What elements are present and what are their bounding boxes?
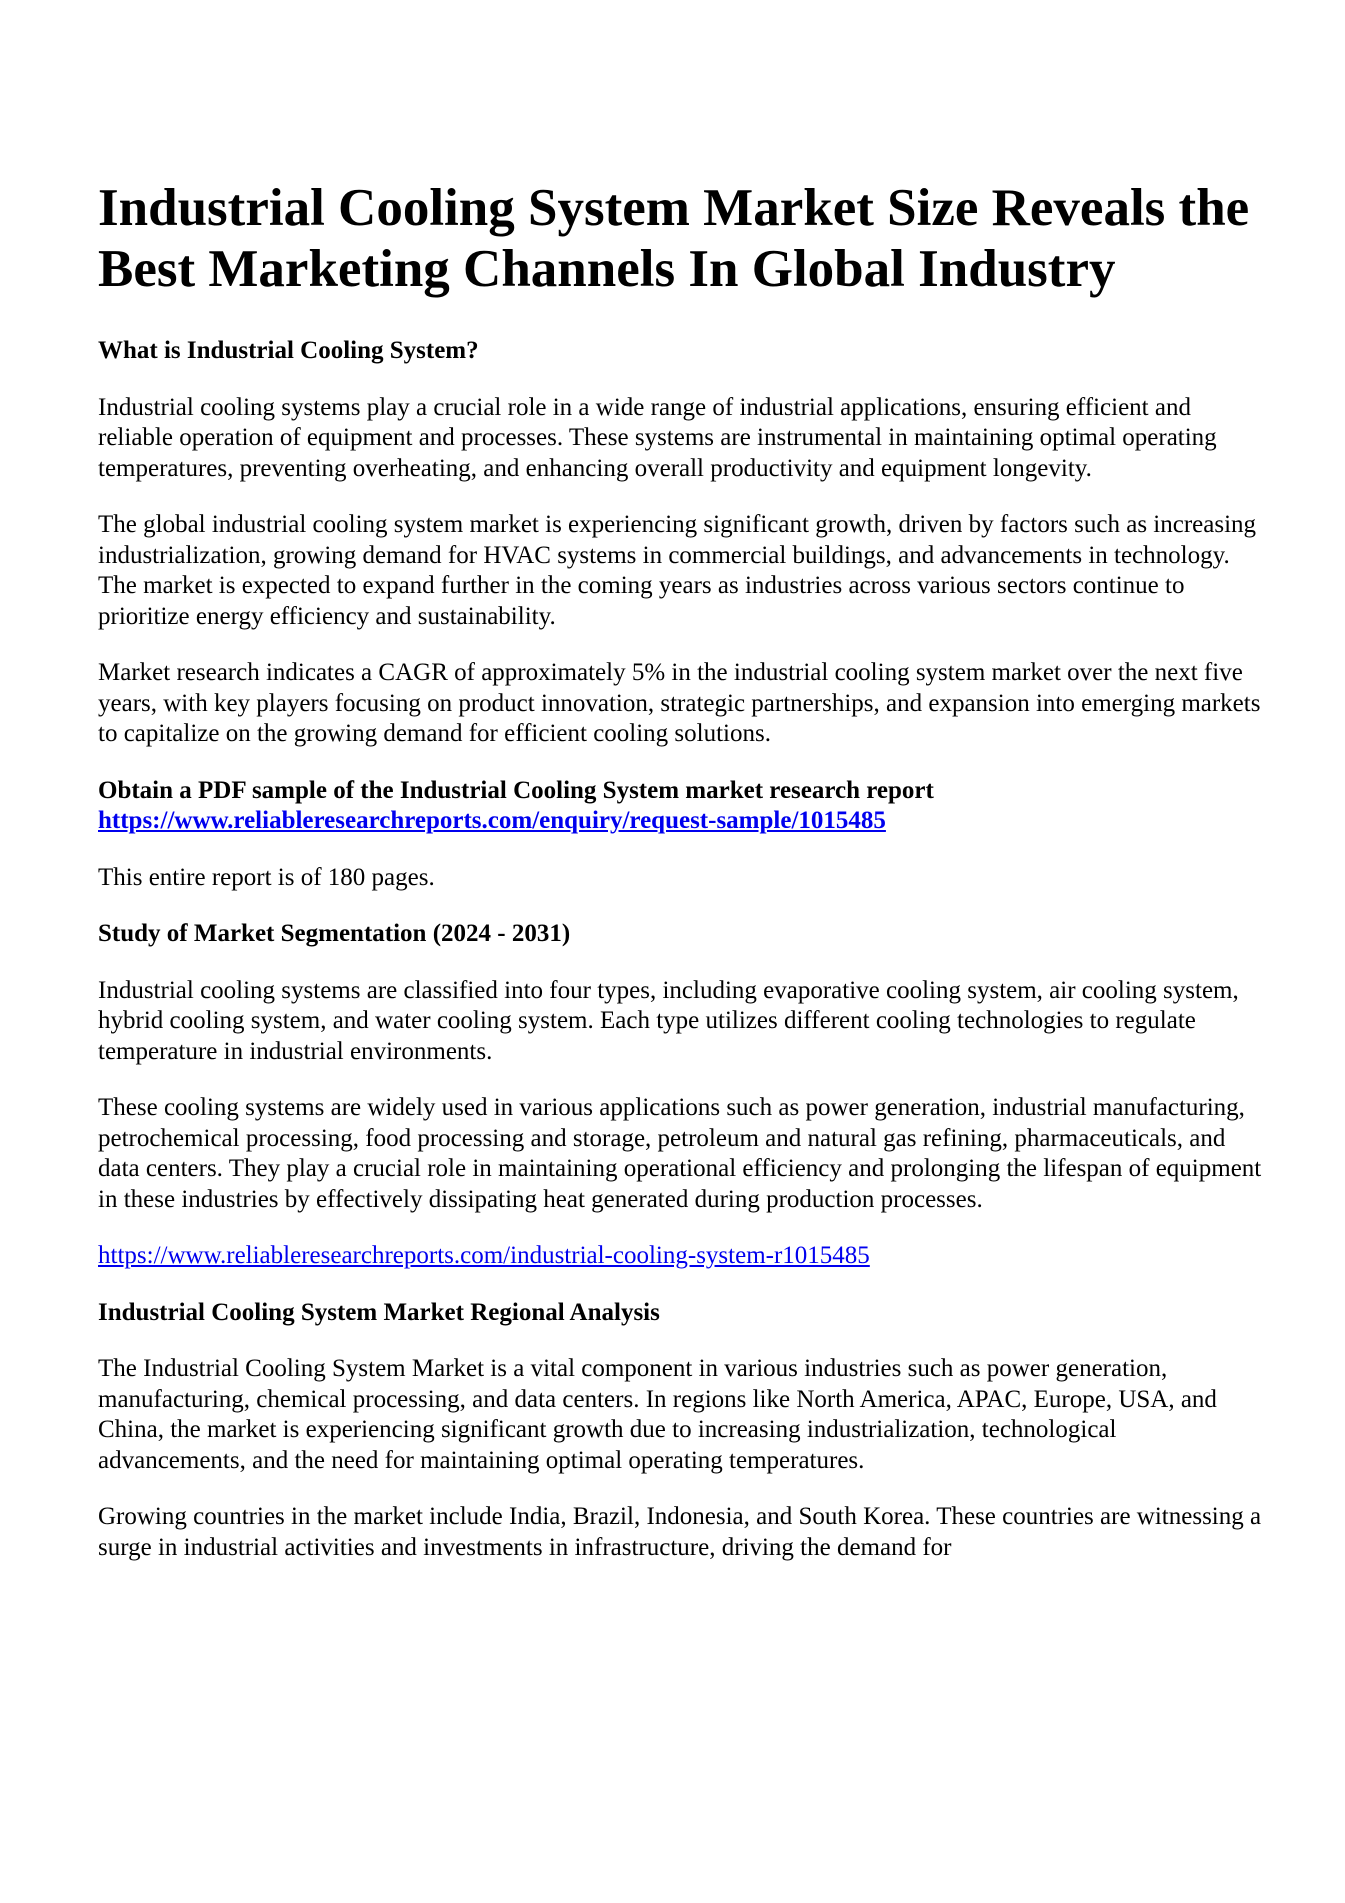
page-title: Industrial Cooling System Market Size Reveals the Best Marketing Channels In Global Industry [98,179,1250,298]
sample-request-text: Obtain a PDF sample of the Industrial Cooling System market research report [98,776,934,804]
pages-note: This entire report is of 180 pages. [98,863,435,891]
paragraph-applications: These cooling systems are widely used in various applications such as power generation, industrial manufacturing, petrochemical processing, food processing and storage, petroleum and natural gas refining, pharmaceuticals, and data centers. They play a crucial role in maintaining operational efficiency and prolonging the lifespan of equipment in these industries by effectively dissipating heat generated during production processes. [98,1094,1262,1213]
paragraph-regional: The Industrial Cooling System Market is a vital component in various industries such as power generation, manufacturing, chemical processing, and data centers. In regions like North America, APAC, Europe, USA, and China, the market is experiencing significant growth due to increasing industrialization, technological advancements, and the need for maintaining optimal operating temperatures. [98,1355,1217,1474]
sample-request-paragraph [98,776,1263,837]
paragraph-cagr: Market research indicates a CAGR of approximately 5% in the industrial cooling system market over the next five years, with key players focusing on product innovation, strategic partnerships, and expansion into emerging markets to capitalize on the growing demand for efficient cooling solutions. [98,659,1261,747]
report-link[interactable]: https://www.reliableresearchreports.com/industrial-cooling-system-r1015485 [98,1242,870,1269]
document-page [98,178,1263,1589]
paragraph-intro: Industrial cooling systems play a crucial role in a wide range of industrial applications, ensuring efficient and reliable operation of equipment and processes. These systems are instrumental in maintaining optimal operating temperatures, preventing overheating, and enhancing overall productivity and equipment longevity. [98,393,1217,482]
section-heading-segmentation: Study of Market Segmentation (2024 - 2031) [98,920,571,947]
paragraph-types: Industrial cooling systems are classified into four types, including evaporative cooling system, air cooling system, hybrid cooling system, and water cooling system. Each type utilizes different cooling technologies to regulate temperature in industrial environments. [98,976,1239,1065]
report-link-paragraph [98,1241,1263,1272]
sample-request-link[interactable]: https://www.reliableresearchreports.com/enquiry/request-sample/1015485 [98,807,886,834]
section-heading-regional: Industrial Cooling System Market Regional Analysis [98,1298,660,1326]
section-heading-what-is: What is Industrial Cooling System? [98,337,479,364]
paragraph-market-growth: The global industrial cooling system market is experiencing significant growth, driven by factors such as increasing industrialization, growing demand for HVAC systems in commercial buildings, and advancements in technology. The market is expected to expand further in the coming years as industries across various sectors continue to prioritize energy efficiency and sustainability. [98,511,1257,630]
paragraph-growing-countries: Growing countries in the market include India, Brazil, Indonesia, and South Korea. These countries are witnessing a surge in industrial activities and investments in infrastructure, driving the demand for [98,1503,1262,1561]
